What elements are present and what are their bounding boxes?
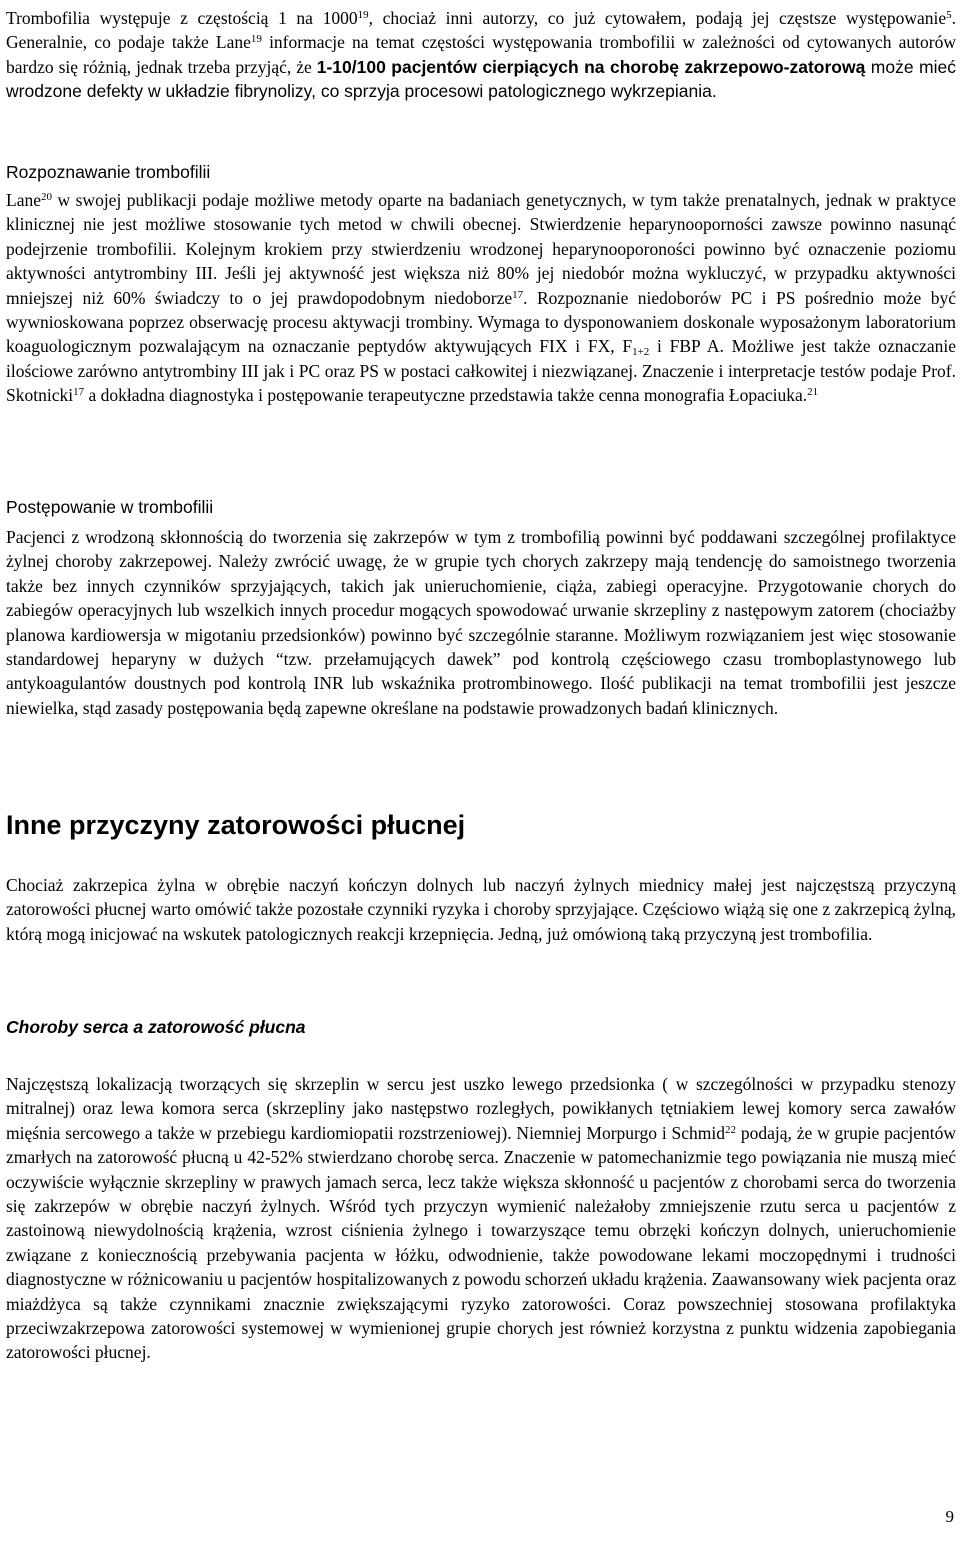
text-run: . Rozpoznanie niedoborów PC i PS pośrednio może być wywnioskowana poprzez obserwację procesu aktywacji trombiny. Wymaga to dysponowaniem doskonale wyposażonym laboratorium koaguologicznym pozwalającym na oznaczanie peptydów aktywujących FIX i FX, F	[6, 287, 956, 357]
footnote-ref: 21	[807, 386, 819, 399]
text-run: , chociaż inni autorzy, co już cytowałem, podają jej częstsze występowanie	[368, 8, 947, 28]
bold-sans-run: 1-10/100 pacjentów cierpiących na chorobę zakrzepowo-zatorową	[316, 56, 866, 77]
footnote-ref: 20	[40, 190, 52, 203]
page-number: 9	[945, 1507, 954, 1526]
chapter-heading: Inne przyczyny zatorowości płucnej	[6, 810, 466, 840]
footnote-ref: 5	[946, 8, 952, 21]
text-run: i FBP A. Możliwe jest także oznaczanie ilościowe zarówno antytrombiny III jak i PC oraz PS w postaci całkowitej i niezwiązanej. Znaczenie i interpretacje testów podaje Prof. Skotnicki	[6, 336, 957, 406]
text-run: . Generalnie, co podaje także Lane	[6, 8, 956, 53]
footnote-ref: 17	[73, 386, 85, 399]
text-run: Najczęstszą lokalizacją tworzących się skrzeplin w sercu jest uszko lewego przedsionka ( w szczególności w przypadku stenozy mitralnej) oraz lewa komora serca (skrzepliny jako następstwo rozległych, powikłanych tętniakiem lewej komory serca zawałów mięśnia sercowego a także w przebiegu kardiomiopatii rozstrzeniowej). Niemniej Morpurgo i Schmid	[6, 1074, 956, 1143]
paragraph-management: Pacjenci z wrodzoną skłonnością do tworzenia się zakrzepów w tym z trombofilią powinni być poddawani szczególnej profilaktyce żylnej choroby zakrzepowej. Należy zwrócić uwagę, że w grupie tych chorych zakrzepy mają tendencję do samoistnego tworzenia także bez innych czynników sprzyjających, takich jak unieruchomienie, ciąża, zabiegi operacyjne. Przygotowanie chorych do zabiegów operacyjnych lub wszelkich innych procedur mogących spowodować urwanie skrzepliny z następowym zatorem (chociażby planowa kardiowersja w migotaniu przedsionków) powinno być szczególnie staranne. Możliwym rozwiązaniem jest więc stosowanie standardowej heparyny w dużych “tzw. przełamujących dawek” pod kontrolą częściowego czasu tromboplastynowego lub antykoagulantów doustnych pod kontrolą INR lub wskaźnika protrombinowego. Ilość publikacji na temat trombofilii jest jeszcze niewielka, stąd zasady postępowania będą zapewne określane na podstawie prowadzonych badań klinicznych.	[6, 527, 956, 718]
section-heading-diagnosis: Rozpoznawanie trombofilii	[6, 162, 211, 182]
footnote-ref: 19	[250, 33, 262, 46]
text-run: Lane	[6, 190, 41, 210]
text-run: podają, że w grupie pacjentów zmarłych na zatorowość płucną u 42-52% stwierdzano chorobę serca. Znaczenie w patomechanizmie tego powiązania nie muszą mieć oczywiście wyłącznie skrzepliny w prawych jamach serca, lecz także większa skłonność u pacjentów z chorobami serca do tworzenia się zakrzepów w obrębie naczyń żylnych. Wśród tych przyczyn wymienić należałoby zmniejszenie rzutu serca u pacjentów z zastoinową niewydolnością krążenia, wzrost ciśnienia żylnego i towarzyszące temu obrzęki kończyn dolnych, unieruchomienie związane z koniecznością przebywania pacjenta w łóżku, odwodnienie, także powodowane lekami moczopędnymi i trudności diagnostyczne w różnicowaniu u pacjentów hospitalizowanych z powodu schorzeń układu krążenia. Zaawansowany wiek pacjenta oraz miażdżyca są także czynnikami znacznie zwiększającymi ryzyko zatorowości. Coraz powszechniej stosowana profilaktyka przeciwzakrzepowa zatorowości systemowej w wymienionej grupie chorych jest również korzystna z punktu widzenia zapobiegania zatorowości płucnej.	[6, 1122, 956, 1363]
paragraph-diagnosis	[6, 188, 956, 408]
sans-run: może mieć wrodzone defekty w układzie fibrynolizy, co sprzyja procesowi patologicznego wykrzepiania.	[6, 56, 957, 102]
paragraph-heart-disease	[6, 1072, 956, 1365]
footnote-ref: 17	[512, 288, 524, 301]
text-run: informacje na temat częstości występowania trombofilii w zależności od cytowanych autorów bardzo się różnią, jednak trzeba przyjąć, że	[6, 32, 956, 77]
paragraph-trombofilia-frequency	[6, 6, 956, 104]
paragraph-other-causes: Chociaż zakrzepica żylna w obrębie naczyń kończyn dolnych lub naczyń żylnych miednicy małej jest najczęstszą przyczyną zatorowości płucnej warto omówić także pozostałe czynniki ryzyka i choroby sprzyjające. Częściowo wiążą się one z zakrzepicą żylną, którą mogą inicjować na wskutek patologicznych reakcji krzepnięcia. Jedną, już omówioną taką przyczyną jest trombofilia.	[6, 875, 956, 944]
text-run: w swojej publikacji podaje możliwe metody oparte na badaniach genetycznych, w tym także prenatalnych, jednak w praktyce klinicznej nie jest możliwe stosowanie tych metod w chwili obecnej. Stwierdzenie heparynooporności zawsze powinno nasunąć podejrzenie trombofilii. Kolejnym krokiem przy stwierdzeniu wrodzonej heparynooporoności powinno być oznaczenie poziomu aktywności antytrombiny III. Jeśli jej aktywność jest większa niż 80% jej niedobór można wykluczyć, w przypadku aktywności mniejszej niż 60% świadczy to o jej prawdopodobnym niedoborze	[6, 190, 956, 308]
section-heading-heart-disease: Choroby serca a zatorowość płucna	[6, 1017, 306, 1037]
footnote-ref: 19	[357, 8, 369, 21]
subscript: 1+2	[632, 346, 650, 359]
text-run: Trombofilia występuje z częstością 1 na 1000	[6, 8, 358, 28]
section-heading-management: Postępowanie w trombofilii	[6, 497, 214, 517]
footnote-ref: 22	[725, 1123, 737, 1136]
text-run: a dokładna diagnostyka i postępowanie terapeutyczne przedstawia także cenna monografia Łopaciuka.	[84, 385, 808, 406]
